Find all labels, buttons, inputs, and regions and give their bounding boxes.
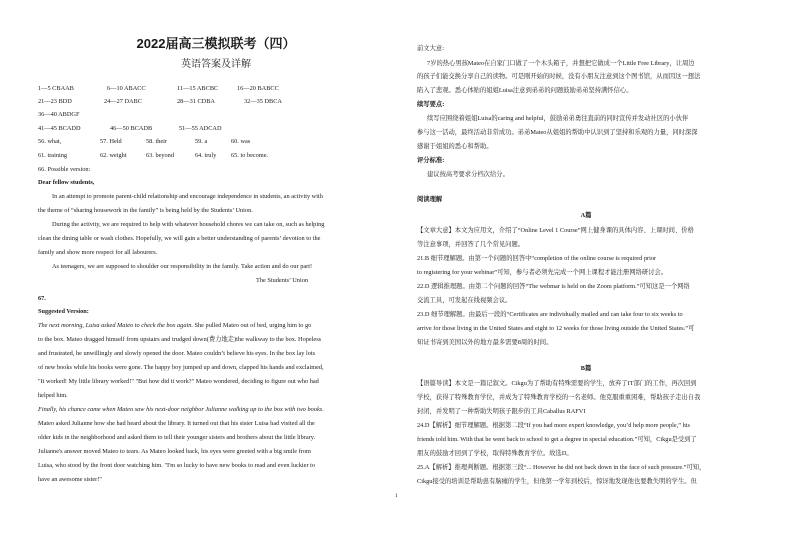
answer-cell: 56. what, (38, 138, 62, 145)
story-line: Mateo asked Julianne how she had heard about the library. It turned out that his sister Luisa had visited all the (38, 420, 315, 427)
answer-cell: 36—40 ABDGF (38, 111, 80, 118)
letter-line: As teenagers, we are supposed to shoulder our responsibility in the family. Take action and do our part! (52, 263, 313, 270)
answer-cell: 24—27 DABC (104, 98, 142, 105)
section-heading-reading: 阅读理解 (417, 196, 443, 203)
answer-cell: 61. training (38, 152, 68, 159)
answer-cell: 63. beyond (146, 152, 174, 159)
paragraph-line: arrive for those living in the United States and eight to 12 weeks for those living outside the United States.”可 (417, 325, 695, 332)
part-a-heading: A篇 (580, 212, 592, 219)
page-subtitle: 英语答案及详解 (181, 59, 251, 70)
letter-line: During the activity, we are required to help with whatever household chores we can take on, such as helping (52, 221, 325, 228)
paragraph-line: 25.A【解析】推理判断题。根据第三段“... However he did not back down in the face of such pressure.”可知， (417, 464, 706, 471)
answer-cell: 60. was (231, 138, 251, 145)
paragraph-line: 参与这一活动，最终活动非常成功。弟弟Mateo从姐姐的帮助中认识到了坚持和乐观的力量，同时深深 (417, 129, 698, 136)
answer-cell: 41—45 BCADD (38, 125, 81, 132)
paragraph-line: 陷入了悲观。悉心体贴的姐姐Luisa注意到弟弟的问题鼓励弟弟坚持满怀信心。 (417, 87, 633, 94)
paragraph-line: 【语篇导读】本文是一篇记叙文。Cikgu为了帮助有特殊需要的学生，放弃了IT部门的工作，再次回到 (417, 380, 697, 387)
story-line: helped him. (38, 392, 68, 399)
letter-line: the theme of “sharing housework in the family” is being held by the Students’ Union. (38, 207, 253, 214)
paragraph-line: 续写应围绕着姐姐Luisa的caring and helpful，鼓励弟弟勇往直前的同时宣传并发动社区的小伙伴 (427, 115, 689, 122)
story-line: Julianne's answer moved Mateo to tears. As Mateo looked back, his eyes were greeted with a big smile from (38, 448, 311, 455)
paragraph-line: 24.D【解析】细节理解题。根据第二段“If you had more expert knowledge, you’d help more people,” his (417, 422, 690, 429)
page-title: 2022届高三模拟联考（四） (136, 36, 296, 51)
story-line: have an awesome sister!" (38, 476, 102, 483)
paragraph-line: Cikgu接受的培训是帮助患有脑瘫的学生，但他第一学年到校后，惊讶地发现他也要教失明的学生。但 (417, 478, 697, 485)
paragraph-line: 朋友的鼓励才回到了学校，取得特殊教育学位。故选D。 (417, 450, 573, 457)
answer-cell: 11—15 ABCBC (177, 85, 219, 92)
answer-cell: 6—10 ABACC (107, 85, 146, 92)
paragraph-line: 建议按高考要求分档次给分。 (427, 171, 509, 178)
paragraph-line: 的孩子们能交换分享自己的读物。可是刚开始的时候，没有小朋友注意到这个图书馆，从而因这一想法 (417, 73, 701, 80)
paragraph-line: 等注意事项，并回答了几个常见问题。 (417, 241, 525, 248)
letter-line: clean the dining table or wash clothes. Hopefully, we will gain a better understanding of parents’ devotion to the (38, 235, 321, 242)
section-heading-key-points: 续写要点: (417, 101, 445, 108)
answer-cell: 1—5 CBAAB (38, 85, 74, 92)
story-line: "It worked! My little library worked!" "But how did it work?" Mateo wondered, deciding to figure out who had (38, 378, 319, 385)
paragraph-line: 知证书寄到美国以外的地方最多需要8周的时间。 (417, 339, 553, 346)
letter-line: family and show more respect for all labourers. (38, 249, 158, 256)
paragraph-line: 封闭，并发明了一种帮助失明孩子跟步的工具Caballus RAFVI (417, 408, 586, 415)
letter-line: In an attempt to promote parent-child relationship and encourage independence in students, an activity with (52, 193, 323, 200)
paragraph-line: 22.D 逻辑推理题。由第二个问题的回答“The webmar is held on the Zoom platform.”可知这是一个网络 (417, 283, 690, 290)
answer-cell: 46—50 BCADB (110, 125, 153, 132)
story-line: to the box. Mateo dragged himself from upstairs and trudged down(费力地走)the walkway to the box. Hopeless (38, 336, 322, 343)
story-line: older kids in the neighborhood and asked them to tell their younger sisters and brothers about the little library. (38, 434, 316, 441)
answer-cell: 21—23 BDD (38, 98, 72, 105)
story-line: Luisa, who stood by the front door watching him. "I'm so lucky to have new books to read and even luckier to (38, 462, 316, 469)
section-heading-summary: 前文大意: (417, 45, 444, 52)
answer-cell: 51—55 ADCAD (179, 125, 222, 132)
answer-cell: 16—20 BABCC (237, 85, 279, 92)
story-prompt-sentence: The next morning, Luisa asked Mateo to check the box again. (38, 322, 193, 329)
suggested-version-heading: Suggested Version: (38, 308, 89, 315)
paragraph-line: 23.D 细节理解题。由最后一段的“Certificates are individually mailed and can take four to six weeks to (417, 311, 683, 318)
question-67-label: 67. (38, 295, 46, 302)
answer-cell: 65. to become. (231, 152, 269, 159)
part-b-heading: B篇 (580, 365, 592, 372)
letter-signature: The Students’ Union (256, 277, 309, 284)
answer-cell: 32—35 DBCA (244, 98, 282, 105)
letter-greeting: Dear fellow students, (38, 179, 95, 186)
story-line: of new books while his books were gone. The happy boy jumped up and down, clapped his hands and exclaimed, (38, 364, 324, 371)
question-66-label: 66. Possible version: (38, 166, 91, 173)
answer-cell: 64. truly (195, 152, 217, 159)
story-prompt-sentence: Finally, his chance came when Mateo saw his next-door neighbor Julianne walking up to the box with two books. (38, 406, 324, 413)
paragraph-line: friends told him. With that he went back to school to get a degree in special education.”可知，Cikgu是受到了 (417, 436, 697, 443)
paragraph-line: 21.B 细节理解题。由第一个问题的回答中“completion of the online course is required prior (417, 255, 657, 262)
answer-cell: 62. weight (100, 152, 127, 159)
answer-cell: 28—31 CDBA (177, 98, 215, 105)
paragraph-line: 7岁的热心男孩Mateo在自家门口做了一个木头箱子，并想把它做成一个Little Free Library，让周边 (427, 60, 695, 67)
answer-cell: 58. their (146, 138, 167, 145)
story-line-rest: She pulled Mateo out of bed, urging him to go (192, 322, 312, 329)
paragraph-line: 学校，获得了特殊教育学位，并成为了特殊教育学校的一名老师。他克服重重困难，帮助孩子走出自我 (417, 394, 701, 401)
section-heading-grading: 评分标准: (417, 157, 445, 164)
paragraph-line: 【文章大意】本文为应用文，介绍了“Online Level 1 Course”网上健身课的具体内容、上课时间、价格 (417, 227, 694, 234)
answer-cell: 59. a (195, 138, 208, 145)
paragraph-line: to registering for your webinar”可知，参与者必须先完成一个网上课程才能注册网络研讨会。 (417, 269, 668, 276)
story-line: and frustrated, he unwillingly and slowly opened the door. Mateo couldn’t believe his eyes. In the box lay lots (38, 350, 316, 357)
paragraph-line: 感谢于姐姐的悉心和帮助。 (417, 143, 493, 150)
paragraph-line: 交流工具，可发起在线视频会议。 (417, 297, 512, 304)
page-number: 1 (395, 493, 398, 499)
story-line (38, 321, 311, 330)
answer-cell: 57. Held (100, 138, 122, 145)
